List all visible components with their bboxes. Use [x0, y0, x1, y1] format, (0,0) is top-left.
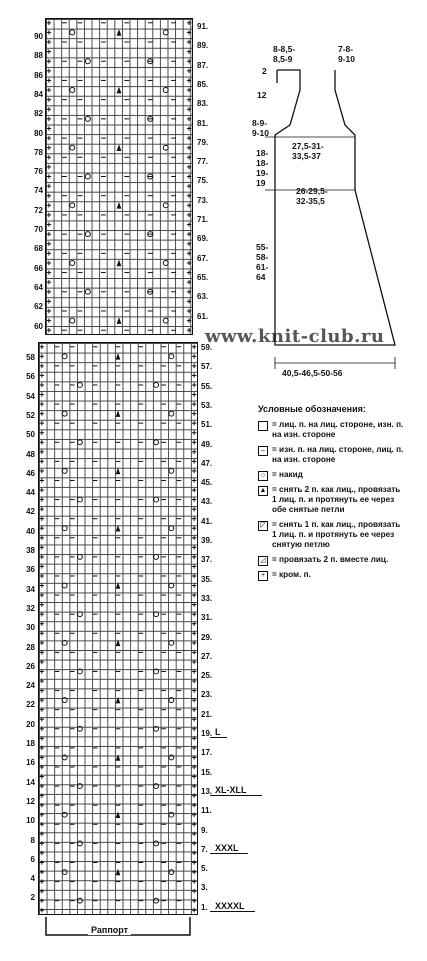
- row-number: 33.: [201, 593, 213, 603]
- row-number: 54: [26, 391, 35, 401]
- yarn-over-icon: [154, 440, 159, 445]
- yarn-over-icon: [163, 145, 168, 150]
- yarn-over-icon: [77, 726, 82, 731]
- schematic-armhole: 12: [257, 90, 267, 100]
- row-number: 75.: [197, 176, 209, 186]
- row-number: 78: [34, 147, 43, 157]
- row-number: 48: [26, 449, 35, 459]
- row-number: 18: [26, 739, 35, 748]
- size-mark-line: [210, 911, 255, 912]
- row-number: 58: [26, 353, 35, 362]
- dash-square-icon: –: [258, 446, 268, 456]
- plus-icon: +: [258, 571, 268, 581]
- legend-item-text: = кром. п.: [272, 570, 311, 579]
- yarn-over-icon: [154, 784, 159, 789]
- legend-item: [258, 445, 403, 465]
- yarn-over-icon: [154, 554, 159, 559]
- row-number: 60: [34, 321, 43, 331]
- row-number: 35.: [201, 574, 213, 584]
- row-number: 28: [26, 642, 35, 652]
- yarn-over-icon: [70, 318, 75, 323]
- yarn-over-icon: [154, 726, 159, 731]
- row-number: 8: [30, 835, 35, 845]
- row-number: 23.: [201, 690, 213, 700]
- chart-top-symbols: [45, 18, 193, 335]
- row-number: 59.: [201, 343, 213, 352]
- row-number: 71.: [197, 215, 209, 224]
- row-number: 41.: [201, 516, 213, 526]
- row-number: 22: [26, 700, 35, 710]
- schematic-height-low: 55- 58- 61- 64: [256, 242, 269, 282]
- row-number: 29.: [201, 632, 213, 642]
- yarn-over-icon: [62, 526, 67, 531]
- schematic-width-upper: 27,5-31- 33,5-37: [292, 141, 324, 161]
- yarn-over-icon: [169, 583, 174, 588]
- yarn-over-icon: [169, 698, 174, 703]
- yarn-over-icon: [163, 203, 168, 208]
- yarn-over-icon: [163, 30, 168, 35]
- yarn-over-icon: [62, 411, 67, 416]
- row-number: 87.: [197, 60, 209, 70]
- repeat-label: Раппорт: [88, 925, 131, 935]
- legend-item-text: = провязать 2 п. вместе лиц.: [272, 555, 389, 564]
- row-number: 86: [34, 70, 43, 80]
- row-number: 85.: [197, 79, 209, 89]
- garment-schematic: [255, 45, 415, 380]
- legend-item-text: = снять 1 п. как лиц., провязать 1 лиц. п. и протянуть ее через снятую петлю: [272, 520, 401, 549]
- size-mark-line: [210, 795, 262, 796]
- yarn-over-icon: [169, 468, 174, 473]
- yarn-over-icon: [77, 784, 82, 789]
- row-number: 20: [26, 719, 35, 729]
- yarn-over-icon: [77, 669, 82, 674]
- yarn-over-icon: [169, 354, 174, 359]
- row-number: 90: [34, 32, 43, 41]
- yarn-over-icon: [77, 554, 82, 559]
- row-number: 16: [26, 758, 35, 768]
- row-number: 62: [34, 302, 43, 312]
- yarn-over-icon: [62, 812, 67, 817]
- yarn-over-icon: [154, 383, 159, 388]
- row-number: 4: [30, 874, 35, 884]
- row-number: 2: [30, 893, 35, 903]
- row-number: 43.: [201, 497, 213, 507]
- size-mark-label: XXXL: [215, 842, 239, 853]
- row-number: 68: [34, 244, 43, 254]
- legend-item: [258, 555, 388, 566]
- row-number: 80: [34, 128, 43, 138]
- row-number: 65.: [197, 272, 209, 282]
- size-mark-line: [210, 853, 248, 854]
- yarn-over-icon: [154, 898, 159, 903]
- row-number: 47.: [201, 458, 213, 468]
- row-number: 72: [34, 205, 43, 215]
- row-number: 19.: [201, 729, 213, 738]
- yarn-over-icon: [62, 468, 67, 473]
- row-number: 61.: [197, 311, 209, 321]
- row-number: 84: [34, 89, 43, 99]
- row-number: 13.: [201, 786, 213, 796]
- yarn-over-icon: [163, 260, 168, 265]
- triangle-icon: [117, 260, 122, 267]
- yarn-over-icon: [77, 497, 82, 502]
- yarn-over-icon: [163, 88, 168, 93]
- row-number: 17.: [201, 748, 213, 758]
- row-number: 3.: [201, 883, 208, 893]
- yarn-over-icon: [169, 526, 174, 531]
- row-number: 70: [34, 225, 43, 234]
- legend-item-text: = лиц. п. на лиц. стороне, изн. п. на изн. стороне: [272, 420, 404, 439]
- row-number: 21.: [201, 709, 213, 719]
- schematic-top-left: 8-8,5- 8,5-9: [273, 44, 296, 64]
- yarn-over-icon: [77, 612, 82, 617]
- legend-item: [258, 485, 400, 515]
- row-number: 57.: [201, 362, 213, 372]
- yarn-over-icon: [70, 88, 75, 93]
- row-number: 38: [26, 546, 35, 555]
- triangle-icon: [116, 525, 121, 532]
- row-number: 46: [26, 468, 35, 478]
- yarn-over-icon: ○: [258, 471, 268, 481]
- row-number: 12: [26, 796, 35, 806]
- row-number: 15.: [201, 767, 213, 777]
- row-number: 79.: [197, 137, 209, 147]
- row-number: 40: [26, 526, 35, 536]
- yarn-over-icon: [169, 870, 174, 875]
- yarn-over-icon: [154, 841, 159, 846]
- triangle-icon: [117, 202, 122, 209]
- triangle-icon: [116, 869, 121, 876]
- yarn-over-icon: [77, 440, 82, 445]
- row-number: 30: [26, 623, 35, 633]
- size-mark-label: L: [215, 727, 221, 737]
- yarn-over-icon: [169, 411, 174, 416]
- schematic-height-mid: 18- 18- 19- 19: [256, 148, 269, 188]
- triangle-icon: [116, 697, 121, 704]
- blank-square-icon: [258, 421, 268, 431]
- row-number: 51.: [201, 420, 213, 430]
- legend-item: [258, 420, 403, 440]
- yarn-over-icon: [85, 289, 90, 294]
- triangle-icon: ▲: [259, 487, 267, 494]
- yarn-over-icon: [62, 583, 67, 588]
- row-number: 74: [34, 186, 43, 196]
- row-number: 66: [34, 263, 43, 273]
- row-number: 77.: [197, 157, 209, 167]
- yarn-over-icon: [85, 59, 90, 64]
- slip-knit-pass-icon: ◸: [258, 521, 268, 531]
- row-number: 53.: [201, 400, 213, 410]
- schematic-bottom-width: 40,5-46,5-50-56: [282, 368, 343, 378]
- legend-item: [258, 470, 303, 481]
- row-number: 24: [26, 681, 35, 691]
- yarn-over-icon: [77, 898, 82, 903]
- legend-item-text: = накид: [272, 470, 303, 479]
- row-number: 64: [34, 282, 43, 292]
- yarn-over-icon: [154, 612, 159, 617]
- k2tog-icon: ◿: [258, 556, 268, 566]
- row-number: 32: [26, 603, 35, 613]
- yarn-over-icon: [85, 232, 90, 237]
- triangle-icon: [116, 410, 121, 417]
- watermark: www.knit-club.ru: [205, 326, 385, 347]
- yarn-over-icon: [169, 812, 174, 817]
- row-number: 91.: [197, 22, 209, 31]
- yarn-over-icon: [70, 203, 75, 208]
- row-number: 31.: [201, 613, 213, 623]
- yarn-over-icon: [77, 383, 82, 388]
- chart-bottom-symbols: [38, 342, 198, 915]
- row-number: 5.: [201, 864, 208, 874]
- row-number: 56: [26, 372, 35, 382]
- schematic-side-upper: 8-9- 9-10: [252, 118, 270, 138]
- yarn-over-icon: [70, 30, 75, 35]
- row-number: 73.: [197, 195, 209, 205]
- yarn-over-icon: [154, 669, 159, 674]
- row-number: 26: [26, 661, 35, 671]
- triangle-icon: [117, 29, 122, 36]
- yarn-over-icon: [85, 116, 90, 121]
- row-number: 69.: [197, 234, 209, 244]
- row-number: 25.: [201, 671, 213, 681]
- row-number: 14: [26, 777, 35, 787]
- triangle-icon: [116, 582, 121, 589]
- yarn-over-icon: [62, 354, 67, 359]
- row-number: 11.: [201, 806, 212, 816]
- row-number: 9.: [201, 825, 208, 835]
- yarn-over-icon: [62, 870, 67, 875]
- row-number: 7.: [201, 844, 208, 854]
- legend-title: Условные обозначения:: [258, 404, 366, 414]
- triangle-icon: [117, 144, 122, 151]
- row-number: 50: [26, 430, 35, 440]
- row-number: 10: [26, 816, 35, 826]
- row-number: 88: [34, 51, 43, 61]
- triangle-icon: [116, 754, 121, 761]
- row-number: 63.: [197, 292, 209, 302]
- row-number: 6: [30, 854, 35, 864]
- row-number: 49.: [201, 439, 213, 449]
- legend-item: [258, 520, 400, 550]
- row-number: 81.: [197, 118, 209, 128]
- row-number: 37.: [201, 555, 213, 565]
- yarn-over-icon: [169, 755, 174, 760]
- yarn-over-icon: [154, 497, 159, 502]
- yarn-over-icon: [62, 755, 67, 760]
- yarn-over-icon: [163, 318, 168, 323]
- triangle-icon: [116, 811, 121, 818]
- yarn-over-icon: [85, 174, 90, 179]
- triangle-icon: [117, 317, 122, 324]
- row-number: 76: [34, 167, 43, 177]
- row-number: 44: [26, 488, 35, 498]
- yarn-over-icon: [62, 640, 67, 645]
- size-mark-line: [210, 737, 227, 738]
- row-number: 83.: [197, 99, 209, 109]
- yarn-over-icon: [77, 841, 82, 846]
- triangle-icon: [116, 468, 121, 475]
- size-mark-label: XL-XLL: [215, 784, 247, 795]
- triangle-icon: [117, 87, 122, 94]
- yarn-over-icon: [70, 260, 75, 265]
- row-number: 42: [26, 507, 35, 517]
- row-number: 45.: [201, 478, 213, 488]
- row-number: 36: [26, 565, 35, 575]
- legend-item: [258, 570, 311, 581]
- legend-item-text: = снять 2 п. как лиц., провязать 1 лиц. п. и протянуть ее через обе снятые петли: [272, 485, 401, 514]
- schematic-shoulder: 2: [262, 66, 267, 76]
- row-number: 82: [34, 109, 43, 119]
- yarn-over-icon: [70, 145, 75, 150]
- yarn-over-icon: [62, 698, 67, 703]
- triangle-icon: [116, 640, 121, 647]
- row-number: 55.: [201, 381, 213, 391]
- row-number: 89.: [197, 41, 209, 51]
- schematic-top-right: 7-8- 9-10: [338, 44, 356, 64]
- row-number: 27.: [201, 651, 213, 661]
- row-number: 1.: [201, 902, 208, 912]
- legend-item-text: = изн. п. на лиц. стороне, лиц. п. на изн. стороне: [272, 445, 404, 464]
- schematic-width-mid: 26-29,5- 32-35,5: [296, 186, 328, 206]
- row-number: 39.: [201, 536, 213, 545]
- row-number: 67.: [197, 253, 209, 263]
- triangle-icon: [116, 353, 121, 360]
- yarn-over-icon: [169, 640, 174, 645]
- row-number: 34: [26, 584, 35, 594]
- size-mark-label: XXXXL: [215, 900, 245, 911]
- row-number: 52: [26, 410, 35, 420]
